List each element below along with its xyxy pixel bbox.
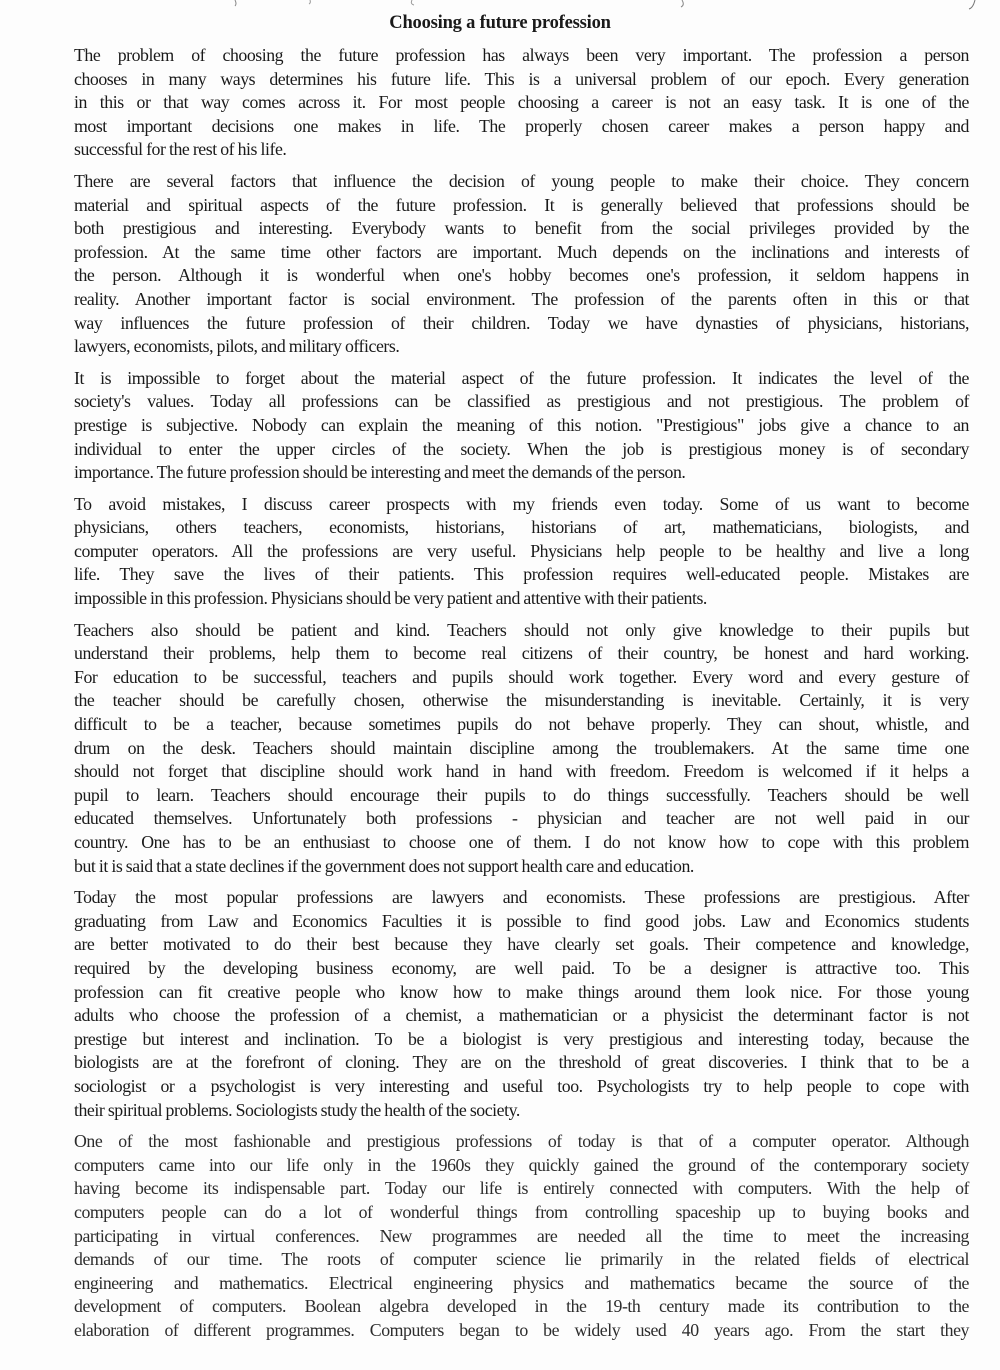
- text-line: There are several factors that influence the decision of young people to make their choice. They concern: [74, 170, 969, 191]
- paragraph: [74, 367, 969, 485]
- paragraph: [74, 44, 969, 162]
- text-line: difficult to be a teacher, because sometimes pupils do not behave properly. They can shout, whistle, and: [74, 714, 969, 735]
- text-line: profession can fit creative people who know how to make things around them look nice. For those young: [74, 981, 969, 1002]
- text-line: For education to be successful, teachers and pupils should work together. Every word and every gesture of: [74, 666, 969, 687]
- paragraph: [74, 170, 969, 359]
- text-line: Teachers also should be patient and kind. Teachers should not only give knowledge to their pupils but: [74, 619, 969, 640]
- paragraph: [74, 619, 969, 879]
- text-line: computers came into our life only in the 1960s they quickly gained the ground of the contemporary society: [74, 1154, 969, 1175]
- text-line: lawyers, economists, pilots, and military officers.: [74, 336, 400, 357]
- text-line: computers people can do a lot of wonderful things from controlling spaceship up to buying books and: [74, 1201, 969, 1222]
- text-line: educated themselves. Unfortunately both professions - physician and teacher are not well paid in our: [74, 808, 969, 829]
- text-line: prestige is subjective. Nobody can explain the meaning of this notion. "Prestigious" jobs give a chance to an: [74, 414, 969, 435]
- paragraph: [74, 493, 969, 611]
- text-line: pupil to learn. Teachers should encourage their pupils to do things successfully. Teachers should be well: [74, 784, 969, 805]
- document-title: Choosing a future profession: [389, 13, 611, 33]
- text-line: It is impossible to forget about the material aspect of the future profession. It indicates the level of the: [74, 367, 969, 388]
- text-line: material and spiritual aspects of the future profession. It is generally believed that professions should be: [74, 194, 969, 215]
- text-line: life. They save the lives of their patients. This profession requires well-educated people. Mistakes are: [74, 564, 969, 585]
- text-line: To avoid mistakes, I discuss career prospects with my friends even today. Some of us want to become: [74, 493, 969, 514]
- text-line: sociologist or a psychologist is very interesting and useful too. Psychologists try to help people to cope with: [74, 1075, 969, 1096]
- text-line: understand their problems, help them to become real citizens of their country, be honest and hard working.: [74, 643, 969, 664]
- text-line: development of computers. Boolean algebra developed in the 19-th century made its contribution to the: [74, 1296, 969, 1317]
- text-line: impossible in this profession. Physicians should be very patient and attentive with their patients.: [74, 588, 707, 609]
- text-line: importance. The future profession should be interesting and meet the demands of the person.: [74, 462, 686, 483]
- text-line: successful for the rest of his life.: [74, 139, 287, 160]
- text-line: participating in virtual conferences. New programmes are needed all the time to meet the increasing: [74, 1225, 969, 1246]
- document-body: [74, 44, 969, 1350]
- text-line: the person. Although it is wonderful when one's hobby becomes one's profession, it seldom happens in: [74, 265, 969, 286]
- text-line: their spiritual problems. Sociologists study the health of the society.: [74, 1099, 520, 1120]
- text-line: drum on the desk. Teachers should maintain discipline among the troublemakers. At the same time one: [74, 737, 969, 758]
- text-line: most important decisions one makes in life. The properly chosen career makes a person happy and: [74, 115, 969, 136]
- text-line: way influences the future profession of their children. Today we have dynasties of physicians, historians,: [74, 312, 969, 333]
- text-line: demands of our time. The roots of computer science lie primarily in the related fields of electrical: [74, 1249, 969, 1270]
- text-line: society's values. Today all professions can be classified as prestigious and not prestigious. The problem of: [74, 391, 969, 412]
- text-line: country. One has to be an enthusiast to choose one of them. I do not know how to cope with this problem: [74, 832, 969, 852]
- text-line: physicians, others teachers, economists, historians, historians of art, mathematicians, biologists, and: [74, 517, 969, 538]
- paragraph: [74, 1130, 969, 1342]
- text-line: engineering and mathematics. Electrical engineering physics and mathematics became the source of the: [74, 1272, 969, 1293]
- paragraph: [74, 886, 969, 1122]
- text-line: having become its indispensable part. Today our life is entirely connected with computers. With the help of: [74, 1178, 969, 1199]
- text-line: should not forget that discipline should work hand in hand with freedom. Freedom is welcomed if it helps a: [74, 761, 969, 782]
- text-line: both prestigious and interesting. Everybody wants to benefit from the social privileges provided by the: [74, 218, 969, 239]
- text-line: but it is said that a state declines if the government does not support health care and education.: [74, 855, 694, 876]
- text-line: are better motivated to do their best because they have clearly set goals. Their competence and knowledge,: [74, 934, 969, 955]
- text-line: Today the most popular professions are lawyers and economists. These professions are prestigious. After: [74, 887, 969, 908]
- text-line: One of the most fashionable and prestigious professions of today is that of a computer operator. Although: [74, 1131, 969, 1152]
- text-line: profession. At the same time other factors are important. Much depends on the inclinations and interests of: [74, 241, 969, 262]
- text-line: adults who choose the profession of a chemist, a mathematician or a physicist the determinant factor is not: [74, 1005, 969, 1026]
- text-line: prestige but interest and inclination. To be a biologist is very prestigious and interesting today, because the: [74, 1028, 969, 1049]
- text-line: in this or that way comes across it. For most people choosing a career is not an easy task. It is one of the: [74, 92, 969, 113]
- text-line: computer operators. All the professions are very useful. Physicians help people to be healthy and live a long: [74, 540, 969, 561]
- text-line: reality. Another important factor is social environment. The profession of the parents often in this or that: [74, 288, 969, 309]
- text-line: elaboration of different programmes. Computers began to be widely used 40 years ago. From the start they: [74, 1319, 969, 1340]
- text-line: graduating from Law and Economics Faculties it is possible to find good jobs. Law and Economics students: [74, 910, 969, 931]
- text-line: required by the developing business economy, are well paid. To be a designer is attractive too. This: [74, 957, 969, 978]
- text-line: individual to enter the upper circles of the society. When the job is prestigious money is of secondary: [74, 438, 969, 459]
- text-line: The problem of choosing the future profession has always been very important. The profession a person: [74, 45, 969, 65]
- text-line: biologists are at the forefront of cloning. They are on the threshold of great discoveries. I think that to be a: [74, 1052, 969, 1073]
- text-line: the teacher should be carefully chosen, otherwise the misunderstanding is inevitable. Certainly, it is very: [74, 690, 969, 711]
- text-line: chooses in many ways determines his future life. This is a universal problem of our epoch. Every generation: [74, 68, 969, 89]
